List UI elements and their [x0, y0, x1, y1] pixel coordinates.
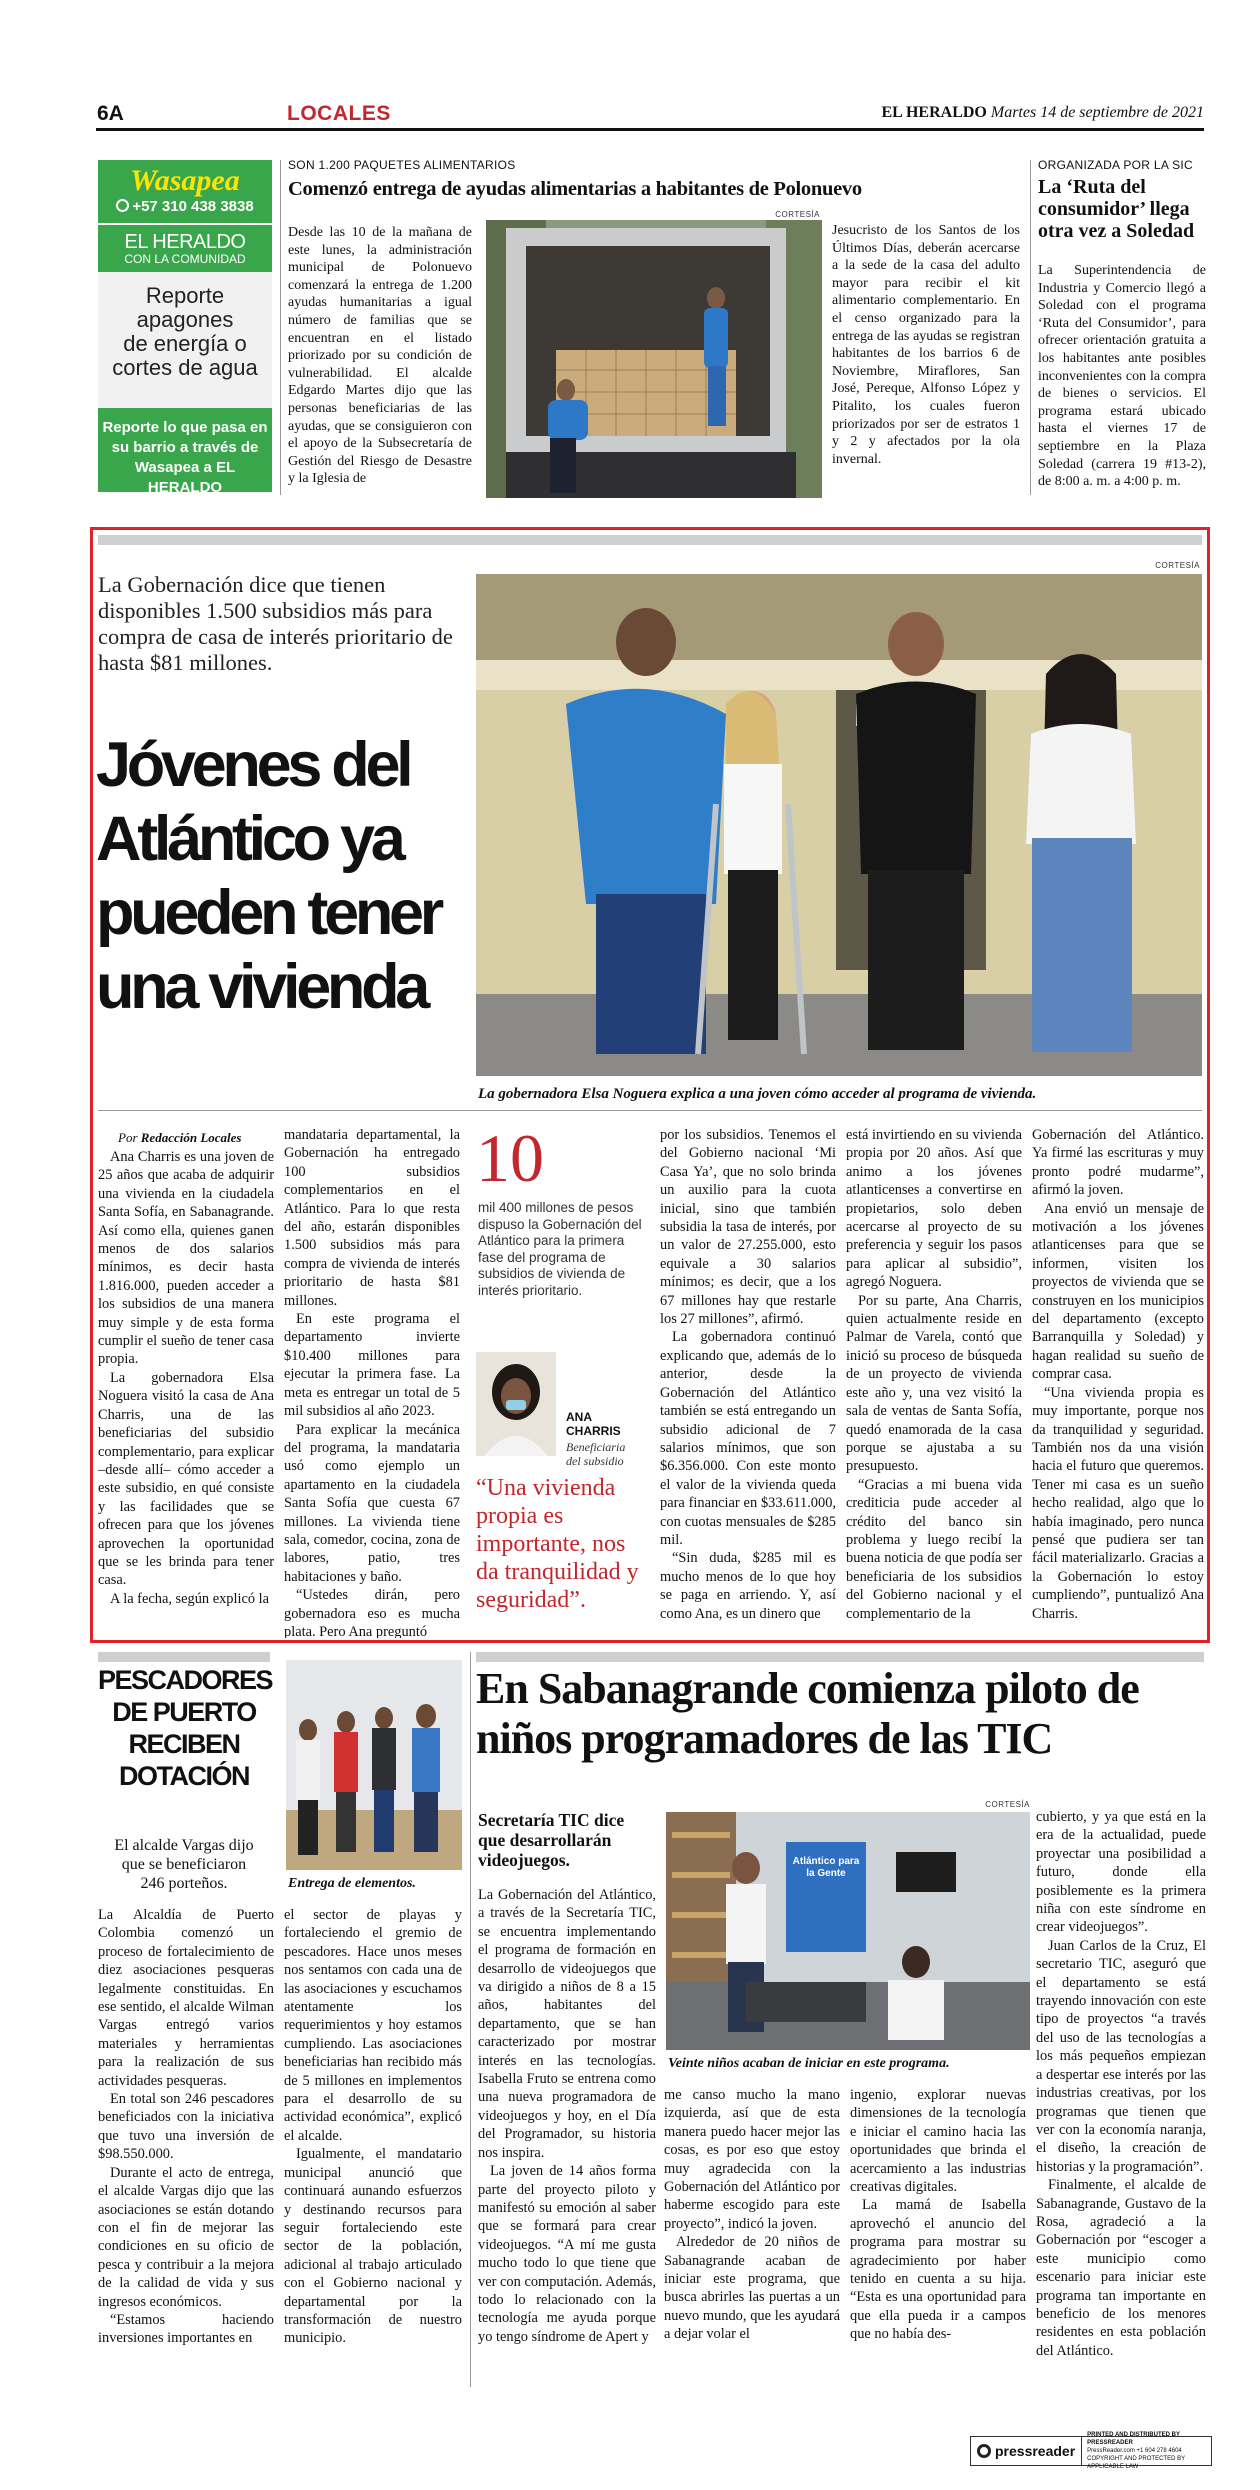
- quote-role: Beneficiaria del subsidio: [566, 1440, 626, 1468]
- stat-number: 10: [476, 1120, 544, 1196]
- tic-top-bar: [476, 1652, 1204, 1662]
- main-photo-credit: CORTESÍA: [1155, 561, 1200, 570]
- sic-kicker: ORGANIZADA POR LA SIC: [1038, 158, 1194, 172]
- sic-body: La Superintendencia de Industria y Comercio llegó a Soledad con el programa ‘Ruta del Consumidor’, para ofrecer orientación gratuita a los habitantes ante posibles inconvenientes con la compra de bienes o servicios. El programa estará ubicado hasta el viernes 17 de septiembre en la Plaza Soledad (carrera 19 #13-2), de 8:00 a. m. a 4:00 p. m.: [1038, 263, 1206, 490]
- main-col2: mandataria departamental, la Gobernación ha entregado 100 subsidios complementarios en el Atlántico. Para lo que resta del año, estarán disponibles 1.500 subsidios más para compra de vivienda de interés prioritario de hasta $81 millones. En este programa el departamento invierte $10.400 millones para ejecutar la primera fase. La meta es entregar un total de 5 mil subsidios al año 2023. Para explicar la mecánica del programa, la mandataria usó como ejemplo un apartamento en la ciudadela Santa Sofía que cuesta 67 millones. La vivienda tiene sala, comedor, cocina, zona de labores, patio, tres habitaciones y baño. “Ustedes dirán, pero gobernadora eso es mucha plata. Pero Ana preguntó: [284, 1127, 460, 1638]
- pressreader-text: PRINTED AND DISTRIBUTED BY PRESSREADER PressReader.com +1 604 278 4604 COPYRIGHT AND PROTECTED BY APPLICABLE LAW: [1087, 2432, 1185, 2470]
- tic-headline[interactable]: En Sabanagrande comienza piloto de niños programadores de las TIC: [476, 1664, 1139, 1763]
- wasapea-brand: Wasapea: [130, 164, 240, 197]
- tic-col4: cubierto, y ya que está en la era de la actualidad, puede proyectar una posibilidad a futuro, donde ella posiblemente es la primera niña con este síndrome en crear videojuegos”. Juan Carlos de la Cruz, El secretario TIC, aseguró que el departamento se está trayendo innovación con este tipo de proyectos “a través del uso de las tecnologías a los más pequeños empiezan a despertar ese interés por las industrias creativas, por los programas que tienen que ver con la economía naranja, el diseño, la creación de historias y la programación”. Finalmente, el alcalde de Sabanagrande, Gustavo de la Rosa, agradeció a la Gobernación por “escoger a este municipio como escenario para iniciar este programa tan importante en beneficio de los menores residentes en esta población del Atlántico.: [1036, 1809, 1206, 2359]
- wasapea-brand-block: [98, 160, 272, 272]
- tic-banner: Atlántico para la Gente: [792, 1856, 860, 1879]
- wasapea-report: Reporte apagones de energía o cortes de agua: [112, 283, 258, 380]
- fish-headline[interactable]: PESCADORES DE PUERTO RECIBEN DOTACIÓN: [98, 1665, 273, 1791]
- top-story-col2: Jesucristo de los Santos de los Últimos Días, deberán acercarse a la sede de la casa del adulto mayor para recibir el kit alimentario complementario. En el censo organizado para la entrega de las ayudas se registran habitantes de los barrios 6 de Noviembre, Miraflores, San José, Pereque, Alfonso López y Pitalito, los cuales fueron priorizados por ser de estratos 1 y 2 y afectados por la ola invernal.: [832, 223, 1020, 467]
- tic-col3: ingenio, explorar nuevas dimensiones de la tecnología e iniciar el camino hacia las oportunidades que brinda el acercamiento a las industrias creativas digitales. La mamá de Isabella aprovechó el anuncio del programa para mostrar su agradecimiento por haber tenido en cuenta a su hija. “Esta es una oportunidad para que ella pueda ir a campos que no había des-: [850, 2087, 1026, 2343]
- tic-col1: La Gobernación del Atlántico, a través de la Secretaría TIC, se encuentra implementando el programa de formación en desarrollo de videojuegos que va dirigido a niños de 8 a 15 años, habitantes del departamento, que se han caracterizado por mostrar interés en las tecnologías. Isabella Fruto se entrena como una nueva programadora de videojuegos y hoy, en el Día del Programador, su historia nos inspira. La joven de 14 años forma parte del proyecto piloto y manifestó su emoción al saber que se formará para crear videojuegos. “A mí me gusta mucho todo lo que tiene que ver con computación. Además, todo lo relacionado con la tecnología me ayuda porque yo tengo síndrome de Apert y: [478, 1887, 656, 2345]
- fishermen-photo: [286, 1660, 462, 1870]
- top-photo-credit: CORTESÍA: [775, 210, 820, 219]
- top-story-kicker: SON 1.200 PAQUETES ALIMENTARIOS: [288, 158, 516, 172]
- wasapea-cta[interactable]: Reporte lo que pasa en su barrio a través de Wasapea a EL HERALDO: [98, 408, 272, 492]
- tic-deck: Secretaría TIC dice que desarrollarán videojuegos.: [478, 1810, 625, 1870]
- stat-text: mil 400 millones de pesos dispuso la Gobernación del Atlántico para la primera fase del programa de subsidios de vivienda de interés prioritario.: [478, 1200, 642, 1298]
- governor-photo: [476, 574, 1202, 1076]
- fish-col2: el sector de playas y fortaleciendo el gremio de pescadores. Hace unos meses nos sentamos con cada una de las asociaciones y escuchamos atentamente los requerimientos y hoy estamos cumpliendo. Las asociaciones beneficiarias han recibido más de 5 millones en implementos para el desarrollo de su actividad económica”, explicó el alcalde. Igualmente, el mandatario municipal anunció que continuará aunando esfuerzos y destinando recursos para seguir fortaleciendo este sector de la población, adicional al trabajo articulado con el Gobierno nacional y departamental por la transformación de nuestro municipio.: [284, 1907, 462, 2347]
- wasapea-box: [98, 160, 272, 496]
- issue-date: Martes 14 de septiembre de 2021: [990, 104, 1204, 121]
- fish-caption: Entrega de elementos.: [288, 1876, 416, 1891]
- whatsapp-icon: [116, 199, 129, 212]
- main-col5: está invirtiendo en su vivienda propia por 20 años. Así que animo a los jóvenes atlanticenses a convertirse en propietarios, solo deben acercarse al proyecto de su preferencia y seguir los pasos para aplicar al subsidio”, agregó Noguera. Por su parte, Ana Charris, quien actualmente reside en Palmar de Varela, contó que inició su proceso de búsqueda de un proyecto de vivienda este año y, una vez visitó la sala de ventas de Santa Sofía, quedó enamorada de la casa porque se ajustaba a su presupuesto. “Gracias a mi buena vida crediticia pude acceder al crédito del banco sin problema y luego recibí la buena noticia de que podía ser beneficiaria de los subsidios del Gobierno nacional y el complementario de la: [846, 1127, 1022, 1622]
- top-story-col1: Desde las 10 de la mañana de este lunes, la administración municipal de Polonuevo comenzará la entrega de 1.200 ayudas humanitarias a igual número de familias que se encuentran en el listado priorizado por su condición de vulnerabilidad. El alcalde Edgardo Martes dijo que las personas beneficiarias de las ayudas, que se consiguieron con el apoyo de la Subsecretaría de Gestión del Riesgo de Desastre y la Iglesia de: [288, 225, 472, 487]
- fish-col1: La Alcaldía de Puerto Colombia comenzó un proceso de fortalecimiento de diez asociaciones pesqueras legalmente constituidas. En ese sentido, el alcalde Wilman Vargas entregó varios materiales y herramientas para la realización de sus actividades pesqueras. En total son 246 pescadores beneficiados con la iniciativa que tuvo una inversión de $98.550.000. Durante el acto de entrega, el alcalde Vargas dijo que las asociaciones se están dotando con el fin de mejorar las condiciones en su oficio de pesca y contribuir a la mejora de la calidad de vida y sus ingresos económicos. “Estamos haciendo inversiones importantes en: [98, 1907, 274, 2347]
- main-headline[interactable]: Jóvenes del Atlántico ya pueden tener una vivienda: [96, 730, 440, 1022]
- pull-quote: “Una vivienda propia es importante, nos da tranquilidad y seguridad”.: [476, 1475, 639, 1613]
- fish-deck: El alcalde Vargas dijo que se beneficiaron 246 porteños.: [114, 1837, 254, 1892]
- masthead-date: [882, 104, 1205, 122]
- quote-name: ANA CHARRIS: [566, 1410, 621, 1438]
- pressreader-icon: [977, 2444, 991, 2458]
- main-byline: Por Redacción Locales: [118, 1130, 242, 1145]
- paper-name: EL HERALDO: [881, 104, 987, 121]
- main-photo-caption: La gobernadora Elsa Noguera explica a una joven cómo acceder al programa de vivienda.: [478, 1086, 1037, 1102]
- wasapea-sub: CON LA COMUNIDAD: [124, 252, 246, 266]
- tic-photo: [666, 1812, 1030, 2050]
- top-story-headline[interactable]: Comenzó entrega de ayudas alimentarias a habitantes de Polonuevo: [288, 178, 862, 200]
- sic-headline[interactable]: La ‘Ruta del consumidor’ llega otra vez a Soledad: [1038, 176, 1195, 242]
- main-col1: Ana Charris es una joven de 25 años que acaba de adquirir una vivienda en la ciudadela Santa Sofía, en Sabanagrande. Así como ella, quienes ganen menos de dos salarios mínimos, es decir hasta 1.816.000, pueden acceder a los subsidios de una manera muy simple y de esta forma cumplir el sueño de tener casa propia. La gobernadora Elsa Noguera visitó la casa de Ana Charris, una de las beneficiarias del subsidio complementario, para explicar –desde allí– cómo acceder a este subsidio, en qué consiste y las facilidades que se ofrecen para que los jóvenes aprovechen la oportunidad que se les brinda para tener casa. A la fecha, según explicó la: [98, 1149, 274, 1607]
- wasapea-phone: +57 310 438 3838: [98, 198, 272, 215]
- pressreader-logo: pressreader: [971, 2437, 1082, 2465]
- main-col4: por los subsidios. Tenemos el del Gobierno nacional ‘Mi Casa Ya’, que no solo brinda un auxilio para la cuota inicial, sino que también subsidia la tasa de interés, por un valor de 27.255.000, esto equivale a 30 salarios mínimos; es decir, que a los 67 millones hay que restarle los 27 millones”, afirmó. La gobernadora continuó explicando que, además de lo anterior, desde la Gobernación del Atlántico también se está entregando un subsidio adicional de 7 salarios mínimos, que son $6.356.000. Con este monto el valor de la vivienda queda para financiar en $33.611.000, con cuotas mensuales de $285 mil. “Sin duda, $285 mil es mucho menos de lo que hoy se paga en arriendo. Y, así como Ana, es un dinero que: [660, 1127, 836, 1622]
- main-deck: La Gobernación dice que tienen disponibles 1.500 subsidios más para compra de casa de interés prioritario de hasta $81 millones.: [98, 572, 453, 675]
- main-top-bar: [98, 535, 1202, 545]
- page-number: 6A: [97, 102, 124, 125]
- ana-charris-photo: [476, 1352, 556, 1456]
- tic-photo-credit: CORTESÍA: [985, 1800, 1030, 1809]
- tic-caption: Veinte niños acaban de iniciar en este programa.: [668, 2056, 950, 2071]
- truck-photo: [486, 220, 822, 498]
- tic-col2: me canso mucho la mano izquierda, así que de esta manera puedo hacer mejor las cosas, es por eso que estoy muy agradecida con la Gobernación del Atlántico por haberme escogido para este proyecto”, indicó la joven. Alrededor de 20 niños de Sabanagrande acaban de iniciar este programa, que busca abrirles las puertas a un nuevo mundo, que les ayudará a dejar volar el: [664, 2087, 840, 2343]
- wasapea-paper: EL HERALDO: [124, 231, 246, 253]
- main-col6: Gobernación del Atlántico. Ya firmé las escrituras y muy pronto podré mudarme”, afirmó la joven. Ana envió un mensaje de motivación a los jóvenes atlanticenses para que se informen, visiten los proyectos de vivienda que se construyen en los municipios del departamento (excepto Barranquilla y Soledad) y hagan realidad su sueño de comprar casa. “Una vivienda propia es muy importante, porque nos da tranquilidad y seguridad. También nos da una visión hacia el futuro que queremos. Tener mi casa es un sueño hecho realidad, algo que lo había imaginado, pero nunca pensé que pudiera ser tan fácil materializarlo. Gracias a la Gobernación lo estoy cumpliendo”, puntualizó Ana Charris.: [1032, 1127, 1204, 1622]
- fish-top-bar: [98, 1652, 270, 1662]
- section-name: LOCALES: [287, 102, 391, 125]
- pressreader-badge[interactable]: [970, 2432, 1212, 2470]
- header-rule: [96, 128, 1204, 131]
